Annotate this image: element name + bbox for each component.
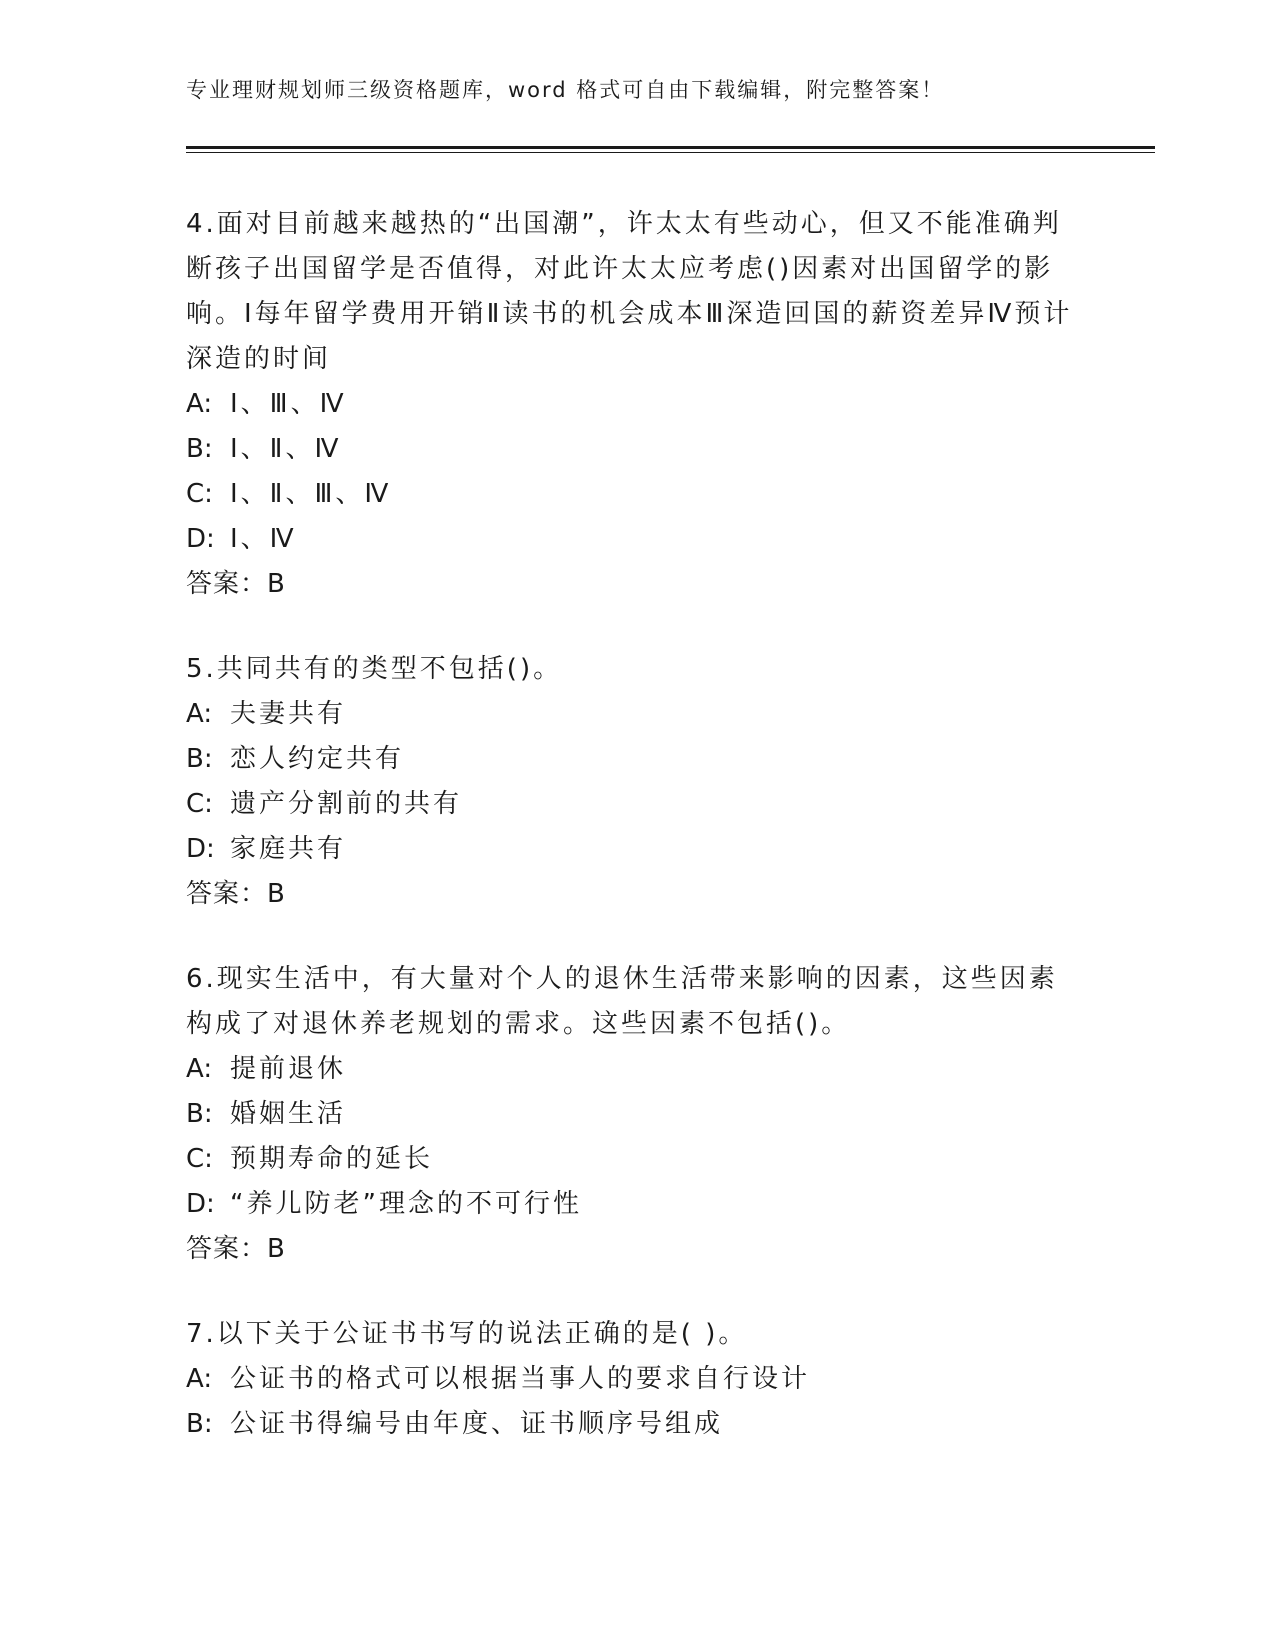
option-letter: B: <box>186 1099 213 1129</box>
option-c <box>186 472 1086 517</box>
option-letter: A: <box>186 699 213 729</box>
option-a <box>186 1357 1086 1402</box>
option-letter: D: <box>186 834 215 864</box>
option-text: 恋人约定共有 <box>230 744 405 774</box>
option-c <box>186 782 1086 827</box>
question-4 <box>186 202 1086 607</box>
option-letter: A: <box>186 1364 213 1394</box>
option-text: 提前退休 <box>230 1054 347 1084</box>
option-d <box>186 827 1086 872</box>
option-text: 预期寿命的延长 <box>230 1144 434 1174</box>
option-text: Ⅰ、Ⅳ <box>230 524 297 554</box>
option-letter: C: <box>186 1144 213 1174</box>
answer-line: 答案：B <box>186 879 286 909</box>
option-letter: D: <box>186 524 215 554</box>
answer-line: 答案：B <box>186 569 286 599</box>
option-a <box>186 1047 1086 1092</box>
option-letter: D: <box>186 1189 215 1219</box>
option-letter: B: <box>186 1409 213 1439</box>
option-b <box>186 427 1086 472</box>
option-text: 家庭共有 <box>230 834 347 864</box>
option-text: 公证书的格式可以根据当事人的要求自行设计 <box>230 1364 811 1394</box>
page-header: 专业理财规划师三级资格题库，word 格式可自由下载编辑，附完整答案！ <box>186 78 945 102</box>
option-letter: B: <box>186 434 213 464</box>
option-b <box>186 1092 1086 1137</box>
option-b <box>186 737 1086 782</box>
option-a <box>186 382 1086 427</box>
option-text: Ⅰ、Ⅲ、Ⅳ <box>230 389 347 419</box>
answer-line: 答案：B <box>186 1234 286 1264</box>
header-divider <box>186 146 1155 153</box>
option-letter: C: <box>186 789 213 819</box>
question-7 <box>186 1312 1086 1447</box>
question-stem: 6.现实生活中，有大量对个人的退休生活带来影响的因素，这些因素构成了对退休养老规划的需求。这些因素不包括()。 <box>186 964 1058 1039</box>
option-d <box>186 517 1086 562</box>
option-letter: C: <box>186 479 213 509</box>
option-text: 夫妻共有 <box>230 699 347 729</box>
option-text: Ⅰ、Ⅱ、Ⅳ <box>230 434 342 464</box>
option-text: 婚姻生活 <box>230 1099 347 1129</box>
option-text: “养儿防老”理念的不可行性 <box>230 1189 582 1219</box>
question-stem: 4.面对目前越来越热的“出国潮”，许太太有些动心，但又不能准确判断孩子出国留学是否值得，对此许太太应考虑()因素对出国留学的影响。Ⅰ每年留学费用开销Ⅱ读书的机会成本Ⅲ深造回国的薪资差异Ⅳ预计深造的时间 <box>186 209 1073 374</box>
question-5 <box>186 647 1086 917</box>
question-list <box>186 202 1086 1487</box>
option-text: 公证书得编号由年度、证书顺序号组成 <box>230 1409 724 1439</box>
option-text: 遗产分割前的共有 <box>230 789 463 819</box>
option-text: Ⅰ、Ⅱ、Ⅲ、Ⅳ <box>230 479 392 509</box>
question-stem: 5.共同共有的类型不包括()。 <box>186 654 563 684</box>
option-letter: A: <box>186 1054 213 1084</box>
option-b <box>186 1402 1086 1447</box>
question-6 <box>186 957 1086 1272</box>
option-letter: B: <box>186 744 213 774</box>
option-c <box>186 1137 1086 1182</box>
option-d <box>186 1182 1086 1227</box>
question-stem: 7.以下关于公证书书写的说法正确的是( )。 <box>186 1319 748 1349</box>
option-letter: A: <box>186 389 213 419</box>
option-a <box>186 692 1086 737</box>
